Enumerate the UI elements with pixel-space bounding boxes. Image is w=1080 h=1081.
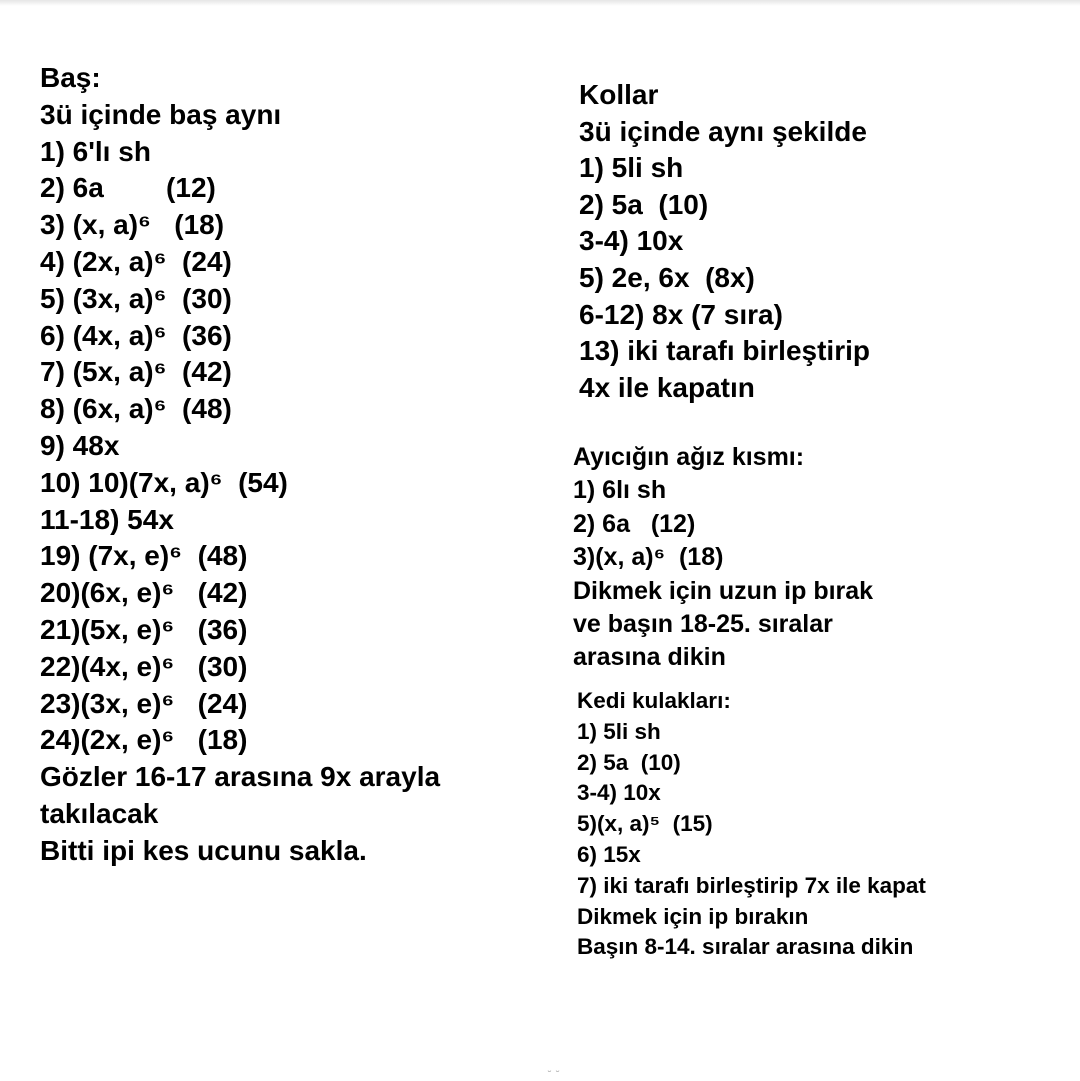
agiz-line: ve başın 18-25. sıralar	[573, 609, 833, 638]
kollar-line: 4x ile kapatın	[579, 371, 755, 403]
kulak-line: Başın 8-14. sıralar arasına dikin	[577, 934, 914, 960]
kollar-line: 2) 5a (10)	[579, 188, 709, 220]
arms-pattern-section	[579, 77, 870, 406]
bas-line: 3) (x, a)⁶ (18)	[40, 209, 225, 241]
bas-line: 11-18) 54x	[40, 503, 174, 535]
bas-heading: Baş:	[40, 62, 101, 93]
bas-line: Gözler 16-17 arasına 9x arayla	[40, 761, 441, 793]
bas-line: 9) 48x	[40, 429, 120, 461]
agiz-line: Dikmek için uzun ip bırak	[573, 576, 874, 605]
bas-line: 22)(4x, e)⁶ (30)	[40, 650, 248, 682]
kulak-line: 6) 15x	[577, 841, 641, 867]
bas-line: 6) (4x, a)⁶ (36)	[40, 319, 232, 351]
bas-line: 3ü içinde baş aynı	[40, 98, 282, 130]
bas-line: 4) (2x, a)⁶ (24)	[40, 245, 232, 277]
bas-line: 5) (3x, a)⁶ (30)	[40, 282, 232, 314]
kollar-heading: Kollar	[579, 79, 659, 110]
bas-line: 10) 10)(7x, a)⁶ (54)	[40, 466, 288, 498]
kollar-line: 3ü içinde aynı şekilde	[579, 115, 867, 147]
agiz-line: 1) 6lı sh	[573, 476, 667, 505]
kollar-line: 3-4) 10x	[579, 225, 684, 257]
kulak-line: 5)(x, a)⁵ (15)	[577, 811, 713, 837]
kollar-line: 5) 2e, 6x (8x)	[579, 261, 755, 293]
agiz-line: 3)(x, a)⁶ (18)	[573, 543, 724, 572]
bas-line: 19) (7x, e)⁶ (48)	[40, 540, 248, 572]
bas-line: 1) 6'lı sh	[40, 135, 151, 167]
agiz-line: arasına dikin	[573, 643, 726, 672]
kollar-line: 1) 5li sh	[579, 152, 684, 184]
bas-line: 7) (5x, a)⁶ (42)	[40, 356, 232, 388]
agiz-line: 2) 6a (12)	[573, 509, 696, 538]
bas-line: 23)(3x, e)⁶ (24)	[40, 687, 248, 719]
bottom-edge-mark: ˘ ˘	[548, 1070, 561, 1081]
head-pattern-section	[40, 60, 440, 870]
cat-ears-pattern-section	[577, 686, 926, 963]
muzzle-pattern-section	[573, 441, 873, 675]
agiz-heading: Ayıcığın ağız kısmı:	[573, 443, 805, 471]
kulak-line: 7) iki tarafı birleştirip 7x ile kapat	[577, 872, 926, 898]
kollar-line: 6-12) 8x (7 sıra)	[579, 298, 783, 330]
kulak-heading: Kedi kulakları:	[577, 688, 731, 713]
kulak-line: Dikmek için ip bırakın	[577, 903, 809, 929]
kollar-line: 13) iki tarafı birleştirip	[579, 335, 870, 367]
bas-line: takılacak	[40, 797, 159, 829]
bas-line: 20)(6x, e)⁶ (42)	[40, 577, 248, 609]
kulak-line: 1) 5li sh	[577, 718, 661, 744]
bas-line: 24)(2x, e)⁶ (18)	[40, 724, 248, 756]
bas-line: Bitti ipi kes ucunu sakla.	[40, 834, 367, 866]
kulak-line: 2) 5a (10)	[577, 749, 681, 775]
bas-line: 8) (6x, a)⁶ (48)	[40, 393, 232, 425]
top-edge-shadow	[0, 0, 1080, 6]
kulak-line: 3-4) 10x	[577, 780, 661, 806]
bas-line: 21)(5x, e)⁶ (36)	[40, 613, 248, 645]
bas-line: 2) 6a (12)	[40, 172, 216, 204]
